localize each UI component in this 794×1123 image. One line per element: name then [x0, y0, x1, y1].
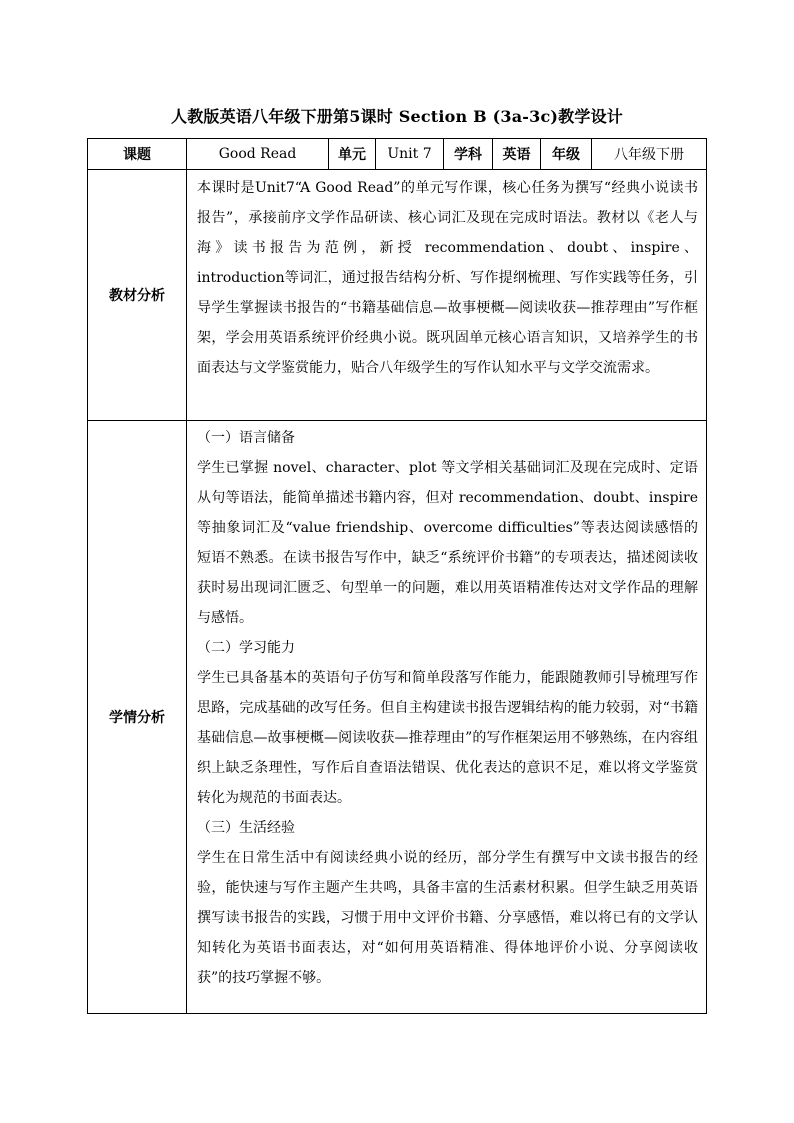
section-text-life: 学生在日常生活中有阅读经典小说的经历，部分学生有撰写中文读书报告的经验，能快速与写作主题产生共鸣，具备丰富的生活素材积累。但学生缺乏用英语撰写读书报告的实践，习惯于用中文评价书籍、分享感悟，难以将已有的文学认知转化为英语书面表达，对“如何用英语精准、得体地评价小说、分享阅读收获”的技巧掌握不够。 [197, 850, 698, 986]
subject-value: 英语 [493, 139, 541, 170]
student-analysis-content [187, 421, 707, 1014]
section-text-ability: 学生已具备基本的英语句子仿写和简单段落写作能力，能跟随教师引导梳理写作思路，完成基础的改写任务。但自主构建读书报告逻辑结构的能力较弱，对“书籍基础信息—故事梗概—阅读收获—推荐理由”的写作框架运用不够熟练，在内容组织上缺乏条理性，写作后自查语法错误、优化表达的意识不足，难以将文学鉴赏转化为规范的书面表达。 [197, 670, 698, 806]
material-analysis-content [187, 170, 707, 421]
student-analysis-label: 学情分析 [88, 421, 187, 1014]
student-analysis-row [88, 421, 707, 1014]
page-title: 人教版英语八年级下册第5课时 Section B (3a-3c)教学设计 [171, 107, 623, 126]
section-text-language: 学生已掌握 novel、character、plot 等文学相关基础词汇及现在完成时、定语从句等语法，能简单描述书籍内容，但对 recommendation、doubt、inspire 等抽象词汇及“value friendship、overcome difficulties”等表达阅读感悟的短语不熟悉。在读书报告写作中，缺乏“系统评价书籍”的专项表达，描述阅读收获时易出现词汇匮乏、句型单一的问题，难以用英语精准传达对文学作品的理解与感悟。 [197, 460, 698, 626]
section-heading-language: （一）语言储备 [197, 430, 295, 446]
grade-label: 年级 [541, 139, 592, 170]
subject-label: 学科 [444, 139, 493, 170]
topic-value: Good Read [187, 139, 329, 170]
section-heading-ability: （二）学习能力 [197, 640, 295, 656]
unit-value: Unit 7 [376, 139, 444, 170]
header-row [88, 139, 707, 170]
lesson-plan-table [87, 138, 707, 1014]
material-analysis-label: 教材分析 [88, 170, 187, 421]
material-analysis-text: 本课时是Unit7“A Good Read”的单元写作课，核心任务为撰写“经典小说读书报告”，承接前序文学作品研读、核心词汇及现在完成时语法。教材以《老人与海》读书报告为范例，新授 recommendation、doubt、inspire、introduction等词汇，通过报告结构分析、写作提纲梳理、写作实践等任务，引导学生掌握读书报告的“书籍基础信息—故事梗概—阅读收获—推荐理由”写作框架，学会用英语系统评价经典小说。既巩固单元核心语言知识，又培养学生的书面表达与文学鉴赏能力，贴合八年级学生的写作认知水平与文学交流需求。 [197, 180, 698, 376]
topic-label: 课题 [88, 139, 187, 170]
material-analysis-row [88, 170, 707, 421]
unit-label: 单元 [329, 139, 376, 170]
section-heading-life: （三）生活经验 [197, 820, 295, 836]
grade-value: 八年级下册 [592, 139, 707, 170]
